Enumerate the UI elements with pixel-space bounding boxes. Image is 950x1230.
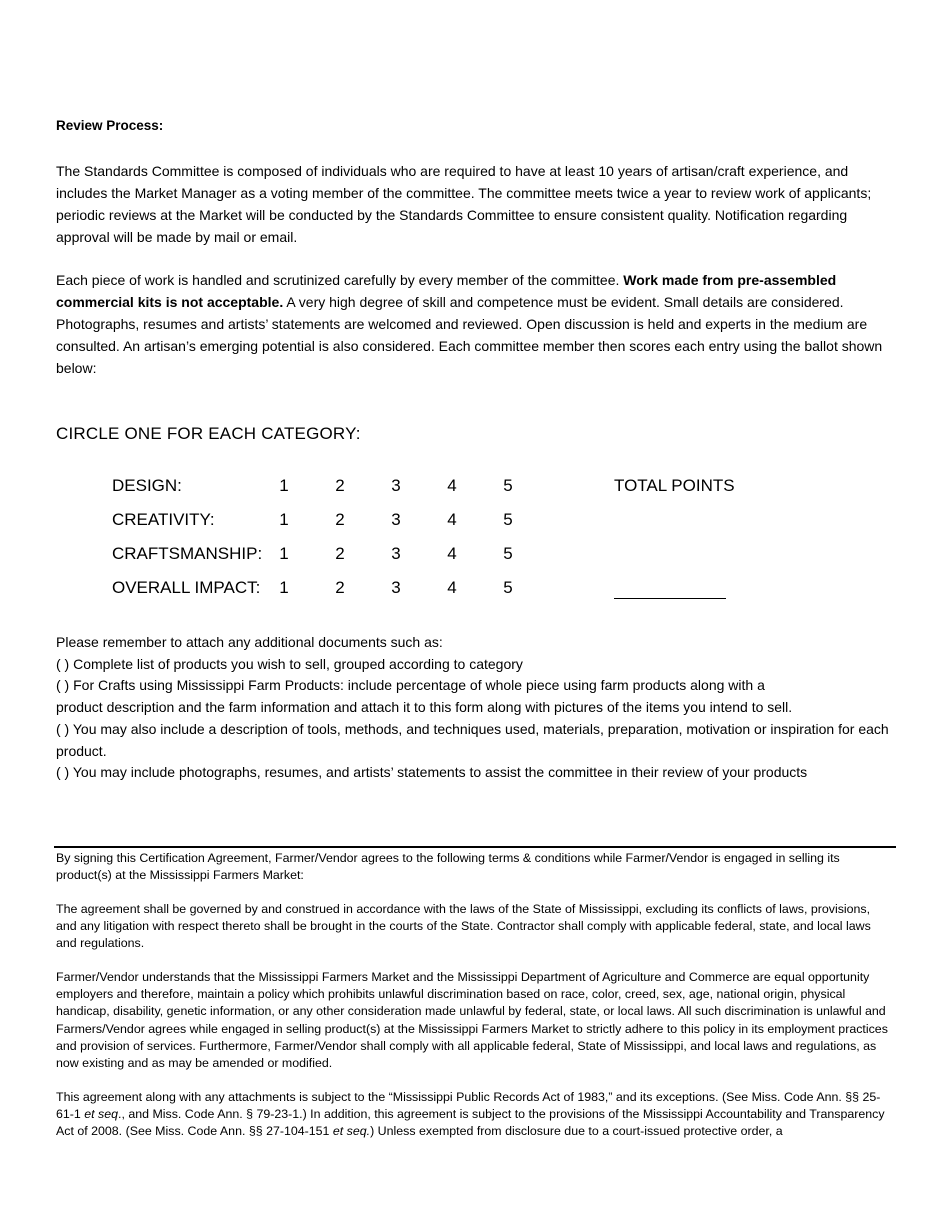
public-records-paragraph <box>56 1089 894 1141</box>
score-4[interactable]: 4 <box>447 510 457 529</box>
score-3[interactable]: 3 <box>391 578 401 597</box>
total-points-blank-line[interactable] <box>614 578 726 599</box>
score-1[interactable]: 1 <box>279 544 289 563</box>
score-4[interactable]: 4 <box>447 578 457 597</box>
ballot-row-creativity <box>112 510 832 544</box>
attachment-item-photographs: ( ) You may include photographs, resumes, and artists’ statements to assist the committee in their review of your products <box>56 764 808 781</box>
scoring-ballot <box>112 476 832 612</box>
category-label: CREATIVITY: <box>112 510 215 529</box>
score-2[interactable]: 2 <box>335 578 345 597</box>
score-2[interactable]: 2 <box>335 544 345 563</box>
score-4[interactable]: 4 <box>447 544 457 563</box>
review-process-heading: Review Process: <box>56 118 164 133</box>
evaluation-paragraph <box>56 269 894 379</box>
category-label: OVERALL IMPACT: <box>112 578 261 597</box>
score-2[interactable]: 2 <box>335 476 345 495</box>
score-3[interactable]: 3 <box>391 476 401 495</box>
certification-agreement <box>56 850 894 1157</box>
evaluation-paragraph-end: A very high degree of skill and competence must be evident. Small details are considered. Photographs, resumes and artists’ statements are welcomed and reviewed. Open discussion is held and experts in the medium are consulted. An artisan’s emerging potential is also considered. Each committee member then scores each entry using the ballot shown below: <box>56 294 883 376</box>
score-5[interactable]: 5 <box>503 578 513 597</box>
category-label: DESIGN: <box>112 476 182 495</box>
attachment-item-products-list: ( ) Complete list of products you wish to sell, grouped according to category <box>56 655 523 672</box>
section-divider <box>54 846 896 848</box>
total-points-label: TOTAL POINTS <box>614 476 735 495</box>
score-2[interactable]: 2 <box>335 510 345 529</box>
ballot-row-overall-impact <box>112 578 832 612</box>
kits-not-acceptable-text: Work made from pre-assembled commercial kits is not acceptable. <box>56 272 837 310</box>
governing-law-paragraph: The agreement shall be governed by and construed in accordance with the laws of the State of Mississippi, excluding its conflicts of laws, provisions, and any litigation with respect thereto shall be brought in the courts of the State. Contractor shall comply with applicable federal, state, and local laws and regulations. <box>56 901 871 951</box>
attachment-item-tools-methods: ( ) You may also include a description of tools, methods, and techniques used, materials, preparation, motivation or inspiration for each product. <box>56 720 889 759</box>
ballot-title: CIRCLE ONE FOR EACH CATEGORY: <box>56 424 361 443</box>
et-seq-2: et seq. <box>332 1124 371 1139</box>
ballot-row-craftsmanship <box>112 544 832 578</box>
public-records-text-3: ) Unless exempted from disclosure due to a court-issued protective order, a <box>370 1124 783 1139</box>
evaluation-paragraph-start: Each piece of work is handled and scrutinized carefully by every member of the committee. <box>56 272 624 288</box>
score-5[interactable]: 5 <box>503 476 513 495</box>
score-4[interactable]: 4 <box>447 476 457 495</box>
public-records-text-2: ., and Miss. Code Ann. § 79-23-1.) In addition, this agreement is subject to the provisions of the Mississippi Accountability and Transparency Act of 2008. (See Miss. Code Ann. §§ 27-104-151 <box>56 1106 885 1139</box>
category-label: CRAFTSMANSHIP: <box>112 544 263 563</box>
attachments-intro: Please remember to attach any additional documents such as: <box>56 634 443 650</box>
public-records-text-1: This agreement along with any attachments is subject to the “Mississippi Public Records Act of 1983,” and its exceptions. (See Miss. Code Ann. §§ 25-61-1 <box>56 1089 881 1121</box>
score-5[interactable]: 5 <box>503 510 513 529</box>
committee-paragraph: The Standards Committee is composed of individuals who are required to have at least 10 years of artisan/craft experience, and includes the Market Manager as a voting member of the committee. The committee meets twice a year to review work of applicants; periodic reviews at the Market will be conducted by the Standards Committee to ensure consistent quality. Notification regarding approval will be made by mail or email. <box>56 163 872 245</box>
et-seq-1: et seq <box>84 1106 119 1121</box>
score-1[interactable]: 1 <box>279 510 289 529</box>
score-5[interactable]: 5 <box>503 544 513 563</box>
attachment-item-farm-products: ( ) For Crafts using Mississippi Farm Products: include percentage of whole piece using farm products along with a <box>56 677 765 694</box>
score-1[interactable]: 1 <box>279 476 289 495</box>
score-3[interactable]: 3 <box>391 544 401 563</box>
attachment-item-farm-products-cont: product description and the farm information and attach it to this form along with pictures of the items you intend to sell. <box>56 699 793 716</box>
score-3[interactable]: 3 <box>391 510 401 529</box>
ballot-row-design <box>112 476 832 510</box>
equal-opportunity-paragraph: Farmer/Vendor understands that the Mississippi Farmers Market and the Mississippi Department of Agriculture and Commerce are equal opportunity employers and therefore, maintain a policy which prohibits unlawful discrimination based on race, color, creed, sex, age, national origin, physical handicap, disability, genetic information, or any other consideration made unlawful by federal, state, or local laws. All such discrimination is unlawful and Farmers/Vendor agrees while engaged in selling product(s) at the Mississippi Farmers Market to strictly adhere to this policy in its employment practices and provision of services. Furthermore, Farmer/Vendor shall comply with all applicable federal, State of Mississippi, and local laws and regulations, as now existing and as may be amended or modified. <box>56 970 888 1071</box>
attachments-list <box>56 632 894 784</box>
agreement-intro: By signing this Certification Agreement, Farmer/Vendor agrees to the following terms & conditions while Farmer/Vendor is engaged in selling its product(s) at the Mississippi Farmers Market: <box>56 851 840 883</box>
score-1[interactable]: 1 <box>279 578 289 597</box>
